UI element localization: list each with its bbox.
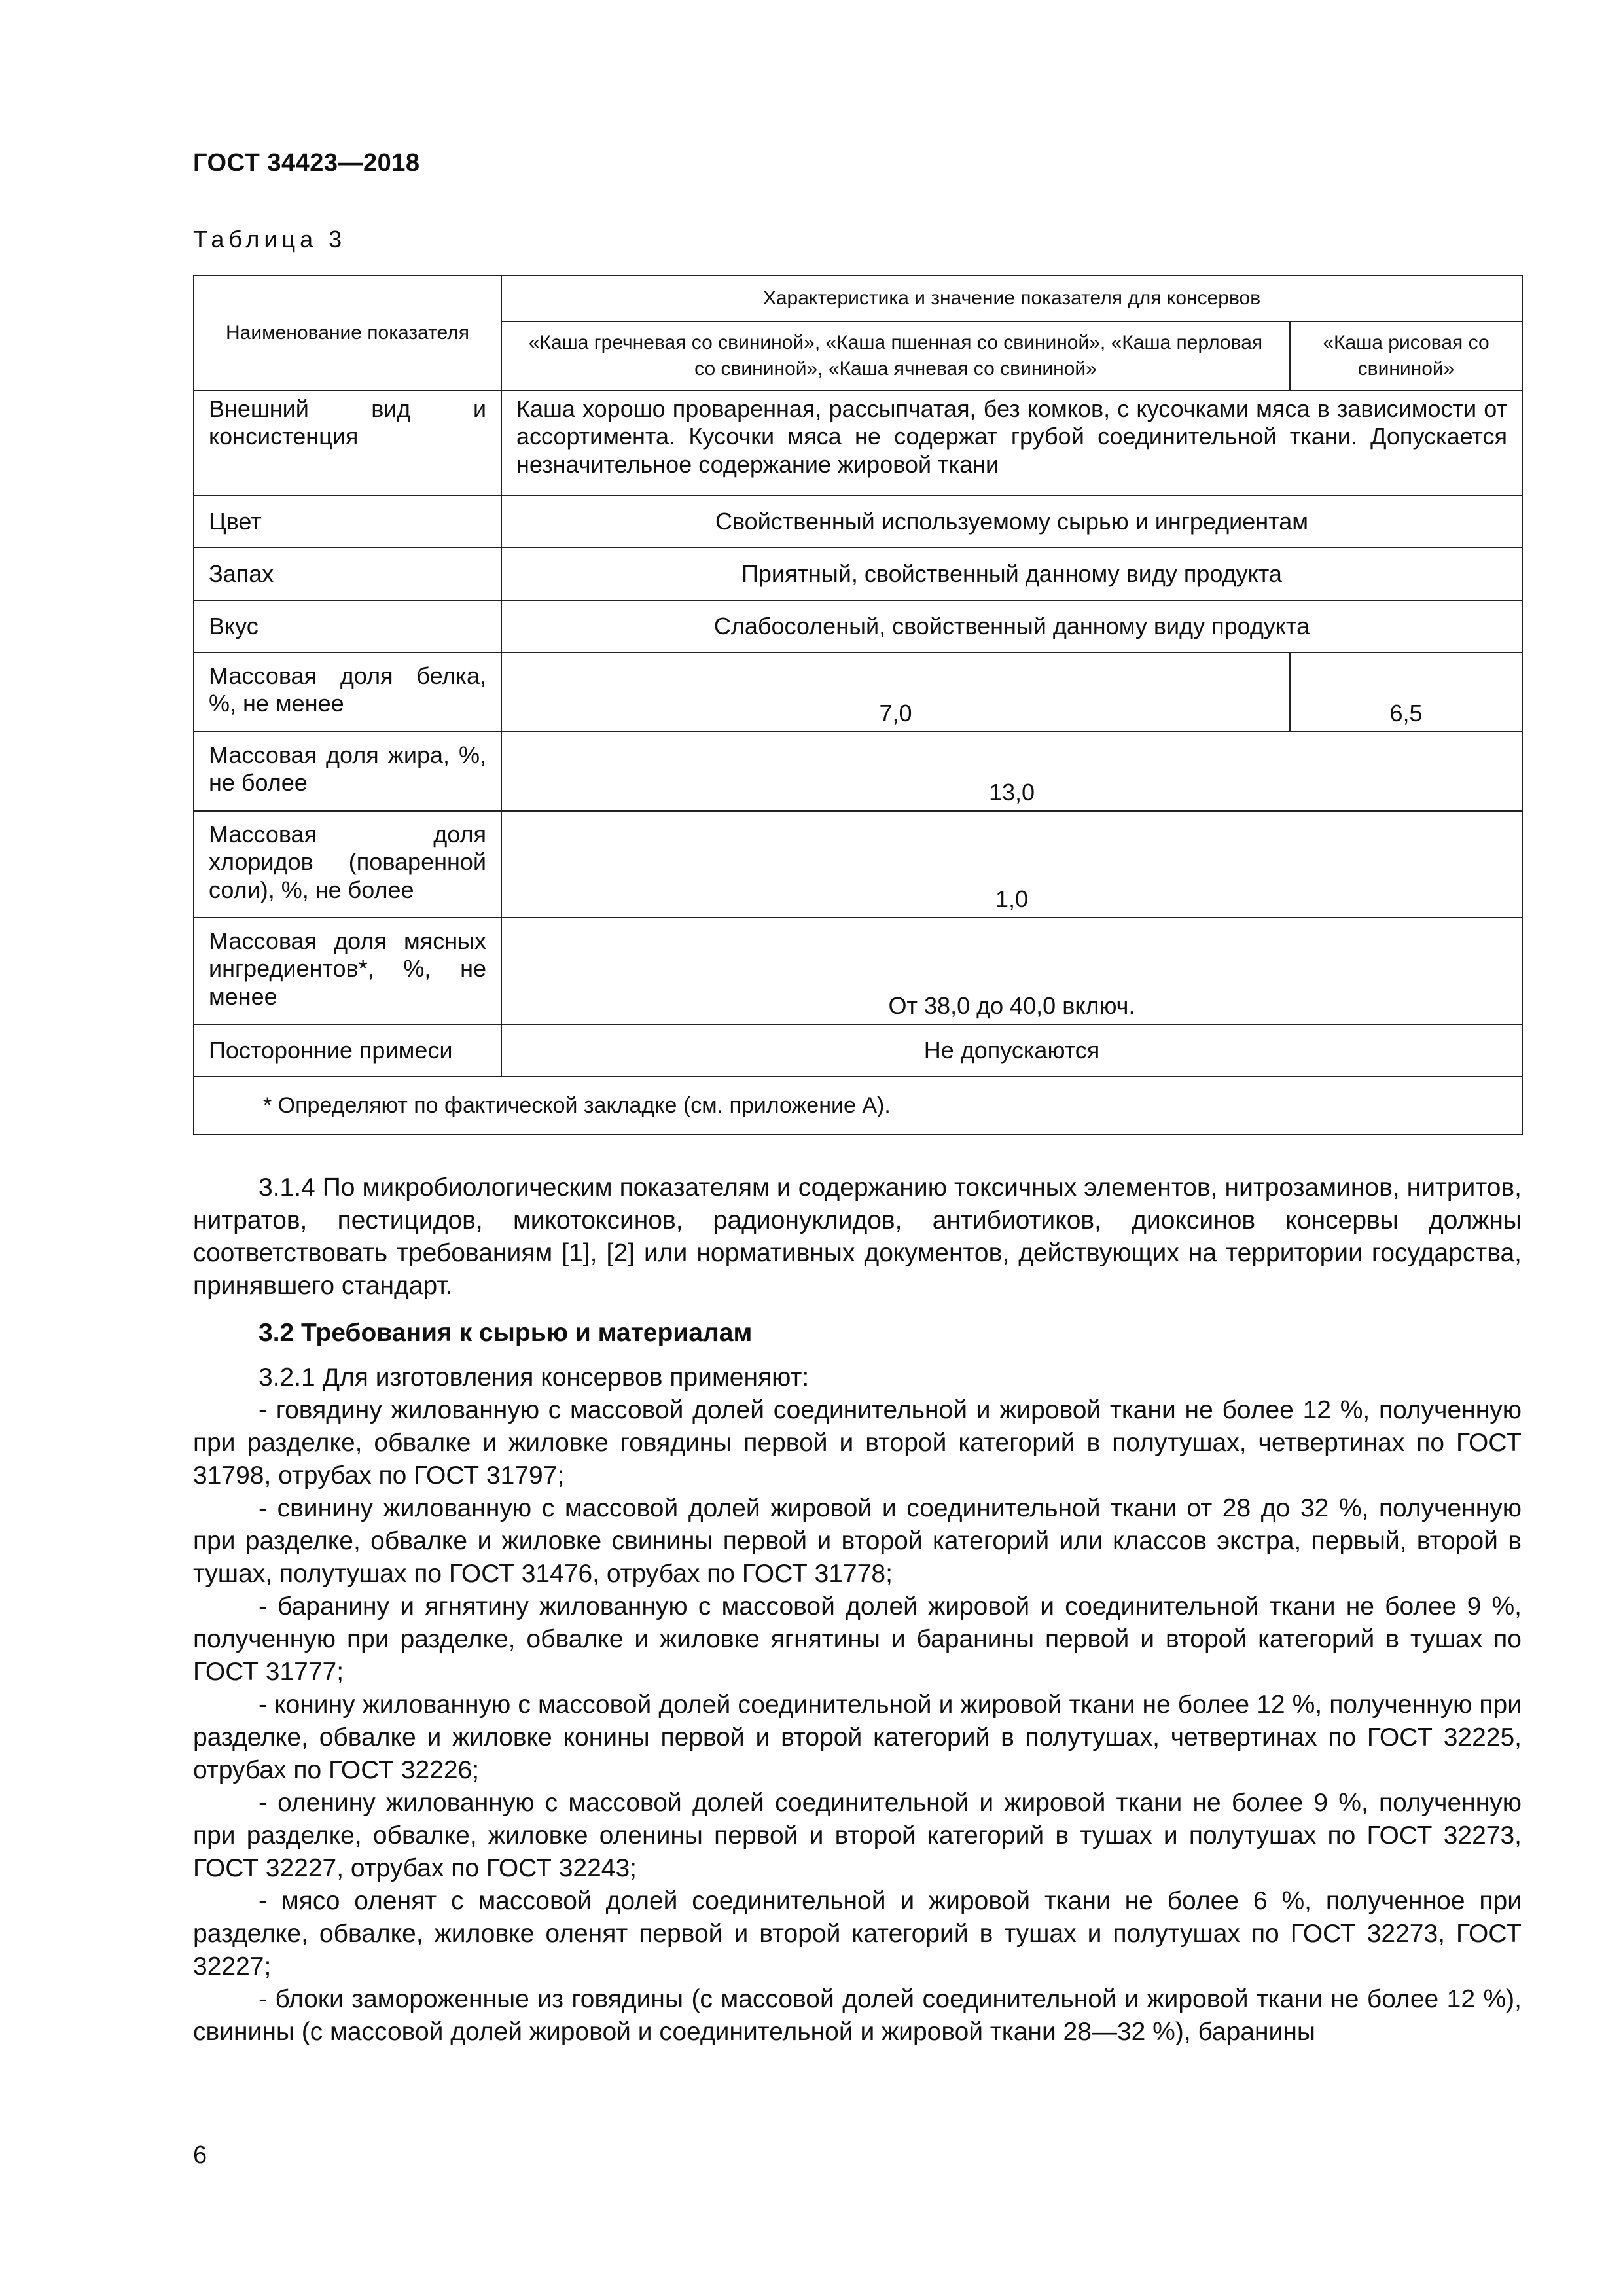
section-3-2-title: 3.2 Требования к сырью и материалам [259, 1319, 753, 1347]
table-row [194, 732, 1522, 811]
col-group-header: Характеристика и значение показателя для консервов [501, 276, 1522, 321]
table-row [194, 600, 1522, 653]
row-value: От 38,0 до 40,0 включ. [501, 918, 1522, 1024]
col-name-header: Наименование показателя [194, 276, 501, 391]
row-name: Запах [194, 548, 501, 600]
list-item: - баранину и ягнятину жилованную с массовой долей жировой и соединительной ткани не более 9 %, полученную при разделке, обвалке и жиловке ягнятины и баранины первой и второй категорий в тушах по ГОСТ 31777; [193, 1592, 1522, 1686]
subcol1-header: «Каша гречневая со свининой», «Каша пшенная со свининой», «Каша перловая со свининой», «Каша ячневая со свининой» [501, 321, 1290, 391]
row-name: Массовая доля хлоридов (поваренной соли), %, не более [194, 811, 501, 918]
row-value: Каша хорошо проваренная, рассыпчатая, без комков, с кусочками мяса в зависимости от ассортимента. Кусочки мяса не содержат грубой соединительной ткани. Допускается незначительное содержание жировой ткани [501, 391, 1522, 495]
table-footnote: * Определяют по фактической закладке (см. приложение А). [194, 1077, 1522, 1134]
row-value: Не допускаются [501, 1024, 1522, 1077]
list-item: - блоки замороженные из говядины (с массовой долей соединительной и жировой ткани не более 12 %), свинины (с массовой долей жировой и соединительной и жировой ткани 28—32 %), баранины [193, 1985, 1522, 2046]
paragraph-3-1-4: 3.1.4 По микробиологическим показателям и содержанию токсичных элементов, нитрозаминов, нитритов, нитратов, пестицидов, микотоксинов, радионуклидов, антибиотиков, диоксинов консервы должны соответствовать требованиям [1], [2] или нормативных документов, действующих на территории государства, принявшего стандарт. [193, 1174, 1522, 1300]
table-label: Таблица 3 [193, 226, 347, 253]
subcol2-header: «Каша рисовая со свининой» [1290, 321, 1522, 391]
table-row [194, 548, 1522, 600]
table-row [194, 1024, 1522, 1077]
table-row [194, 495, 1522, 548]
list-item: - свинину жилованную с массовой долей жировой и соединительной ткани от 28 до 32 %, полученную при разделке, обвалке и жиловке свинины первой и второй категорий или классов экстра, первый, второй в тушах, полутушах по ГОСТ 31476, отрубах по ГОСТ 31778; [193, 1494, 1522, 1588]
row-value-1: 7,0 [501, 653, 1290, 732]
row-name: Цвет [194, 495, 501, 548]
list-item: - оленину жилованную с массовой долей соединительной и жировой ткани не более 9 %, полученную при разделке, обвалке, жиловке оленины первой и второй категорий в тушах и полутушах по ГОСТ 32273, ГОСТ 32227, отрубах по ГОСТ 32243; [193, 1789, 1522, 1882]
row-value: Слабосоленый, свойственный данному виду продукта [501, 600, 1522, 653]
requirements-table [193, 275, 1523, 1135]
row-value: 1,0 [501, 811, 1522, 918]
row-name: Массовая доля мясных ингредиентов*, %, не менее [194, 918, 501, 1024]
row-name: Внешний вид и консистенция [194, 391, 501, 495]
paragraph-3-2-1: 3.2.1 Для изготовления консервов применяют: [259, 1363, 810, 1391]
row-value: Приятный, свойственный данному виду продукта [501, 548, 1522, 600]
table-row [194, 918, 1522, 1024]
table-row [194, 391, 1522, 495]
row-name: Вкус [194, 600, 501, 653]
list-item: - мясо оленят с массовой долей соединительной и жировой ткани не более 6 %, полученное при разделке, обвалке, жиловке оленят первой и второй категорий в тушах и полутушах по ГОСТ 32273, ГОСТ 32227; [193, 1887, 1522, 1981]
row-name: Посторонние примеси [194, 1024, 501, 1077]
table-row [194, 811, 1522, 918]
list-item: - говядину жилованную с массовой долей соединительной и жировой ткани не более 12 %, полученную при разделке, обвалке и жиловке говядины первой и второй категорий в полутушах, четвертинах по ГОСТ 31798, отрубах по ГОСТ 31797; [193, 1396, 1522, 1490]
body-text [193, 1172, 1522, 2049]
row-name: Массовая доля жира, %, не более [194, 732, 501, 811]
row-value-2: 6,5 [1290, 653, 1522, 732]
list-item: - конину жилованную с массовой долей соединительной и жировой ткани не более 12 %, полученную при разделке, обвалке и жиловке конины первой и второй категорий в полутушах, четвертинах по ГОСТ 32225, отрубах по ГОСТ 32226; [193, 1691, 1522, 1784]
row-value: Свойственный используемому сырью и ингредиентам [501, 495, 1522, 548]
page-number: 6 [193, 2142, 207, 2169]
table-row [194, 653, 1522, 732]
row-name: Массовая доля белка, %, не менее [194, 653, 501, 732]
row-value: 13,0 [501, 732, 1522, 811]
document-header: ГОСТ 34423—2018 [193, 149, 420, 177]
